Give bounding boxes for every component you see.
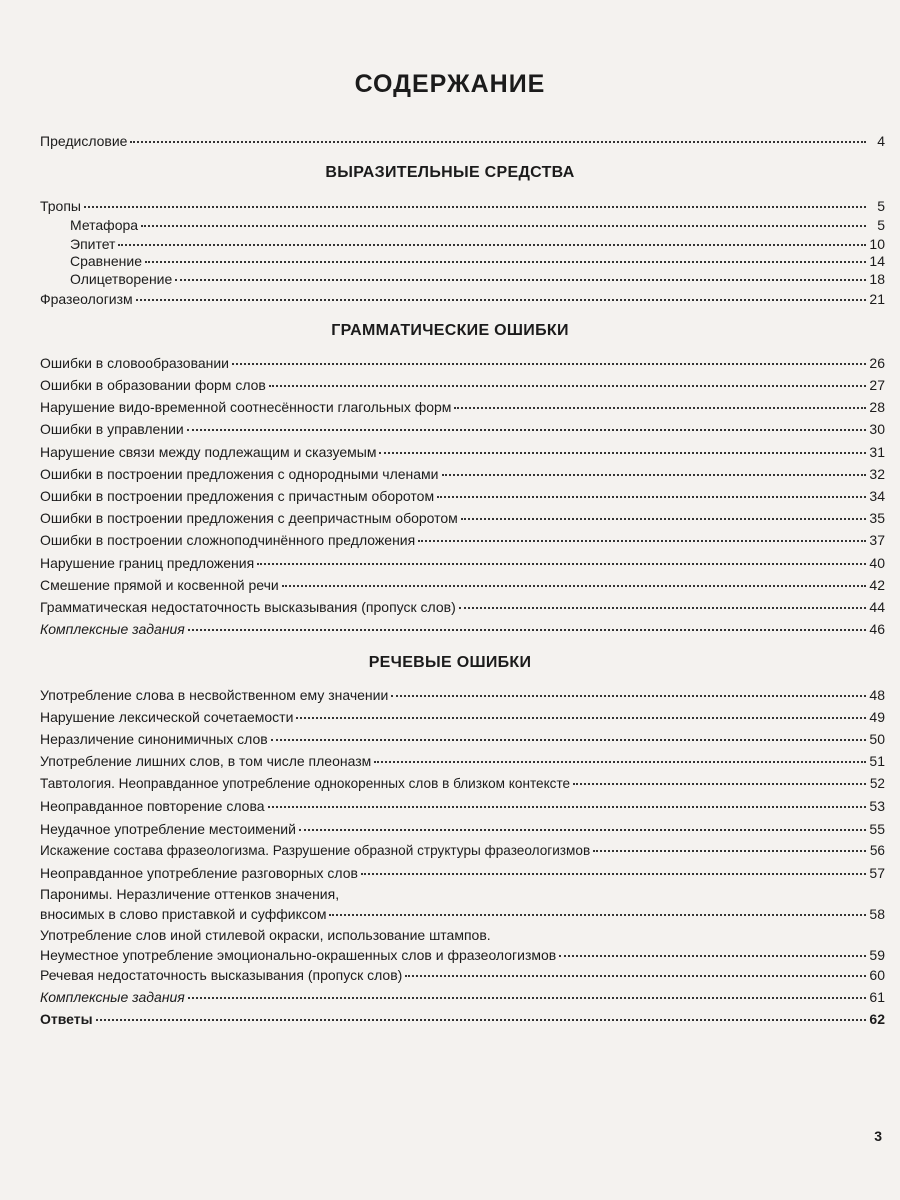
toc-entry-label: Грамматическая недостаточность высказывания (пропуск слов) <box>40 599 456 615</box>
toc-entry-label: Метафора <box>70 217 139 233</box>
toc-entry-label: Нарушение лексической сочетаемости <box>40 709 294 725</box>
leader-dots <box>84 206 866 208</box>
toc-entry <box>40 730 885 748</box>
leader-dots <box>559 955 866 957</box>
toc-entry <box>40 487 885 505</box>
toc-entry-two-line <box>40 884 885 924</box>
leader-dots <box>188 997 866 999</box>
toc-entry-page: 18 <box>869 271 885 287</box>
toc-entry <box>40 842 885 860</box>
toc-entry-label: Употребление лишних слов, в том числе плеоназм <box>40 753 372 769</box>
toc-entry-page: 14 <box>869 253 885 269</box>
toc-entry-label: Смешение прямой и косвенной речи <box>40 577 279 593</box>
toc-entry-label: Ошибки в управлении <box>40 421 184 437</box>
toc-entry <box>40 576 885 594</box>
toc-entry-label: Неоправданное употребление разговорных слов <box>40 865 358 881</box>
toc-entry-page: 30 <box>869 421 885 437</box>
toc-entry-label: Олицетворение <box>70 271 173 287</box>
toc-entry-label: Употребление слов иной стилевой окраски, использование штампов. <box>40 927 491 943</box>
toc-entry-page: 27 <box>869 377 885 393</box>
toc-entry <box>40 864 885 882</box>
section-title-speech: РЕЧЕВЫЕ ОШИБКИ <box>368 654 532 671</box>
toc-entry <box>40 354 885 372</box>
toc-entry-label: Нарушение видо-временной соотнесённости глагольных форм <box>40 399 452 415</box>
toc-entry-label: Нарушение связи между подлежащим и сказуемым <box>40 444 377 460</box>
toc-entry-page: 61 <box>869 989 885 1005</box>
leader-dots <box>271 739 866 741</box>
toc-entry-page: 35 <box>869 510 885 526</box>
leader-dots <box>96 1019 866 1021</box>
toc-entry-label: Паронимы. Неразличение оттенков значения, <box>40 886 340 902</box>
toc-entry <box>40 443 885 461</box>
toc-entry-label: Тропы <box>40 198 81 214</box>
leader-dots <box>145 261 866 263</box>
toc-entry <box>40 966 885 984</box>
toc-entry-page: 59 <box>869 947 885 963</box>
toc-entry-page: 4 <box>877 133 885 149</box>
toc-entry <box>40 197 885 215</box>
leader-dots <box>268 806 866 808</box>
toc-entry-label-continued: вносимых в слово приставкой и суффиксом <box>40 906 327 922</box>
toc-entry-page: 44 <box>869 599 885 615</box>
leader-dots <box>329 914 866 916</box>
toc-entry <box>40 797 885 815</box>
toc-entry-page: 57 <box>869 865 885 881</box>
toc-entry-page: 53 <box>869 798 885 814</box>
leader-dots <box>593 850 866 852</box>
toc-entry-page: 34 <box>869 488 885 504</box>
toc-entry <box>40 531 885 549</box>
toc-entry-label: Ответы <box>40 1011 93 1027</box>
toc-entry-page: 5 <box>877 198 885 214</box>
leader-dots <box>175 279 866 281</box>
toc-entry <box>70 252 885 270</box>
toc-entry-page: 28 <box>869 399 885 415</box>
section-title-expressive: ВЫРАЗИТЕЛЬНЫЕ СРЕДСТВА <box>325 164 575 181</box>
leader-dots <box>442 474 867 476</box>
toc-entry-page: 55 <box>869 821 885 837</box>
toc-entry <box>40 376 885 394</box>
leader-dots <box>141 225 866 227</box>
leader-dots <box>374 761 866 763</box>
toc-entry-page: 51 <box>869 753 885 769</box>
toc-entry-page: 31 <box>869 444 885 460</box>
toc-entry <box>40 420 885 438</box>
toc-entry-answers <box>40 1010 885 1028</box>
toc-entry <box>40 398 885 416</box>
toc-entry-page: 10 <box>869 236 885 252</box>
leader-dots <box>418 540 866 542</box>
page-title: СОДЕРЖАНИЕ <box>354 70 546 98</box>
toc-entry-preface <box>40 132 885 150</box>
toc-entry-label: Нарушение границ предложения <box>40 555 255 571</box>
toc-entry-label: Ошибки в образовании форм слов <box>40 377 266 393</box>
toc-entry-label: Речевая недостаточность высказывания (пропуск слов) <box>40 967 403 983</box>
toc-entry-label: Комплексные задания <box>40 989 185 1005</box>
toc-entry-page: 26 <box>869 355 885 371</box>
toc-entry-page: 5 <box>877 217 885 233</box>
toc-entry-page: 40 <box>869 555 885 571</box>
toc-entry-label: Ошибки в построении предложения с однородными членами <box>40 466 439 482</box>
toc-entry-page: 58 <box>869 906 885 922</box>
toc-entry <box>40 620 885 638</box>
leader-dots <box>361 873 866 875</box>
section-title-grammar: ГРАММАТИЧЕСКИЕ ОШИБКИ <box>331 322 569 339</box>
toc-entry <box>70 270 885 288</box>
toc-entry <box>40 752 885 770</box>
page-number: 3 <box>874 1128 882 1144</box>
leader-dots <box>454 407 866 409</box>
toc-entry-page: 48 <box>869 687 885 703</box>
toc-entry <box>40 988 885 1006</box>
leader-dots <box>188 629 866 631</box>
leader-dots <box>437 496 866 498</box>
toc-entry-page: 49 <box>869 709 885 725</box>
toc-entry <box>40 708 885 726</box>
toc-entry-label: Неудачное употребление местоимений <box>40 821 296 837</box>
toc-entry-label: Употребление слова в несвойственном ему значении <box>40 687 389 703</box>
toc-entry-page: 42 <box>869 577 885 593</box>
toc-entry <box>40 820 885 838</box>
leader-dots <box>118 244 866 246</box>
toc-entry-label: Неразличение синонимичных слов <box>40 731 268 747</box>
toc-entry-page: 32 <box>869 466 885 482</box>
toc-entry <box>70 235 885 253</box>
toc-entry-label: Ошибки в словообразовании <box>40 355 230 371</box>
toc-entry-label: Искажение состава фразеологизма. Разрушение образной структуры фразеологизмов <box>40 843 591 858</box>
toc-entry-label: Ошибки в построении сложноподчинённого предложения <box>40 532 416 548</box>
toc-entry-label: Сравнение <box>70 253 142 269</box>
toc-entry-label: Предисловие <box>40 133 128 149</box>
leader-dots <box>282 585 866 587</box>
leader-dots <box>405 975 866 977</box>
toc-entry-label: Тавтология. Неоправданное употребление однокоренных слов в близком контексте <box>40 776 571 791</box>
leader-dots <box>573 783 866 785</box>
toc-entry-label: Фразеологизм <box>40 291 133 307</box>
toc-entry-page: 46 <box>869 621 885 637</box>
leader-dots <box>187 429 866 431</box>
toc-entry-page: 60 <box>869 967 885 983</box>
toc-entry-page: 62 <box>869 1011 885 1027</box>
toc-entry <box>40 509 885 527</box>
toc-entry <box>40 775 885 793</box>
toc-entry-page: 56 <box>869 843 885 858</box>
leader-dots <box>299 829 866 831</box>
toc-entry <box>70 216 885 234</box>
leader-dots <box>130 141 866 143</box>
leader-dots <box>461 518 866 520</box>
toc-entry-label: Ошибки в построении предложения с причастным оборотом <box>40 488 435 504</box>
leader-dots <box>232 363 866 365</box>
toc-entry-label: Комплексные задания <box>40 621 185 637</box>
toc-entry <box>40 598 885 616</box>
toc-entry-page: 50 <box>869 731 885 747</box>
toc-entry-label: Неоправданное повторение слова <box>40 798 265 814</box>
toc-entry-label: Ошибки в построении предложения с деепричастным оборотом <box>40 510 458 526</box>
toc-entry <box>40 554 885 572</box>
toc-entry-two-line <box>40 925 885 965</box>
toc-entry-page: 52 <box>869 776 885 791</box>
leader-dots <box>257 563 866 565</box>
toc-entry-label: Эпитет <box>70 236 116 252</box>
toc-entry <box>40 290 885 308</box>
toc-entry <box>40 686 885 704</box>
toc-entry <box>40 465 885 483</box>
toc-entry-page: 37 <box>869 532 885 548</box>
leader-dots <box>391 695 866 697</box>
leader-dots <box>136 299 866 301</box>
toc-entry-label-continued: Неуместное употребление эмоционально-окрашенных слов и фразеологизмов <box>40 947 557 963</box>
leader-dots <box>459 607 866 609</box>
leader-dots <box>296 717 866 719</box>
leader-dots <box>379 452 866 454</box>
leader-dots <box>269 385 866 387</box>
toc-entry-page: 21 <box>869 291 885 307</box>
